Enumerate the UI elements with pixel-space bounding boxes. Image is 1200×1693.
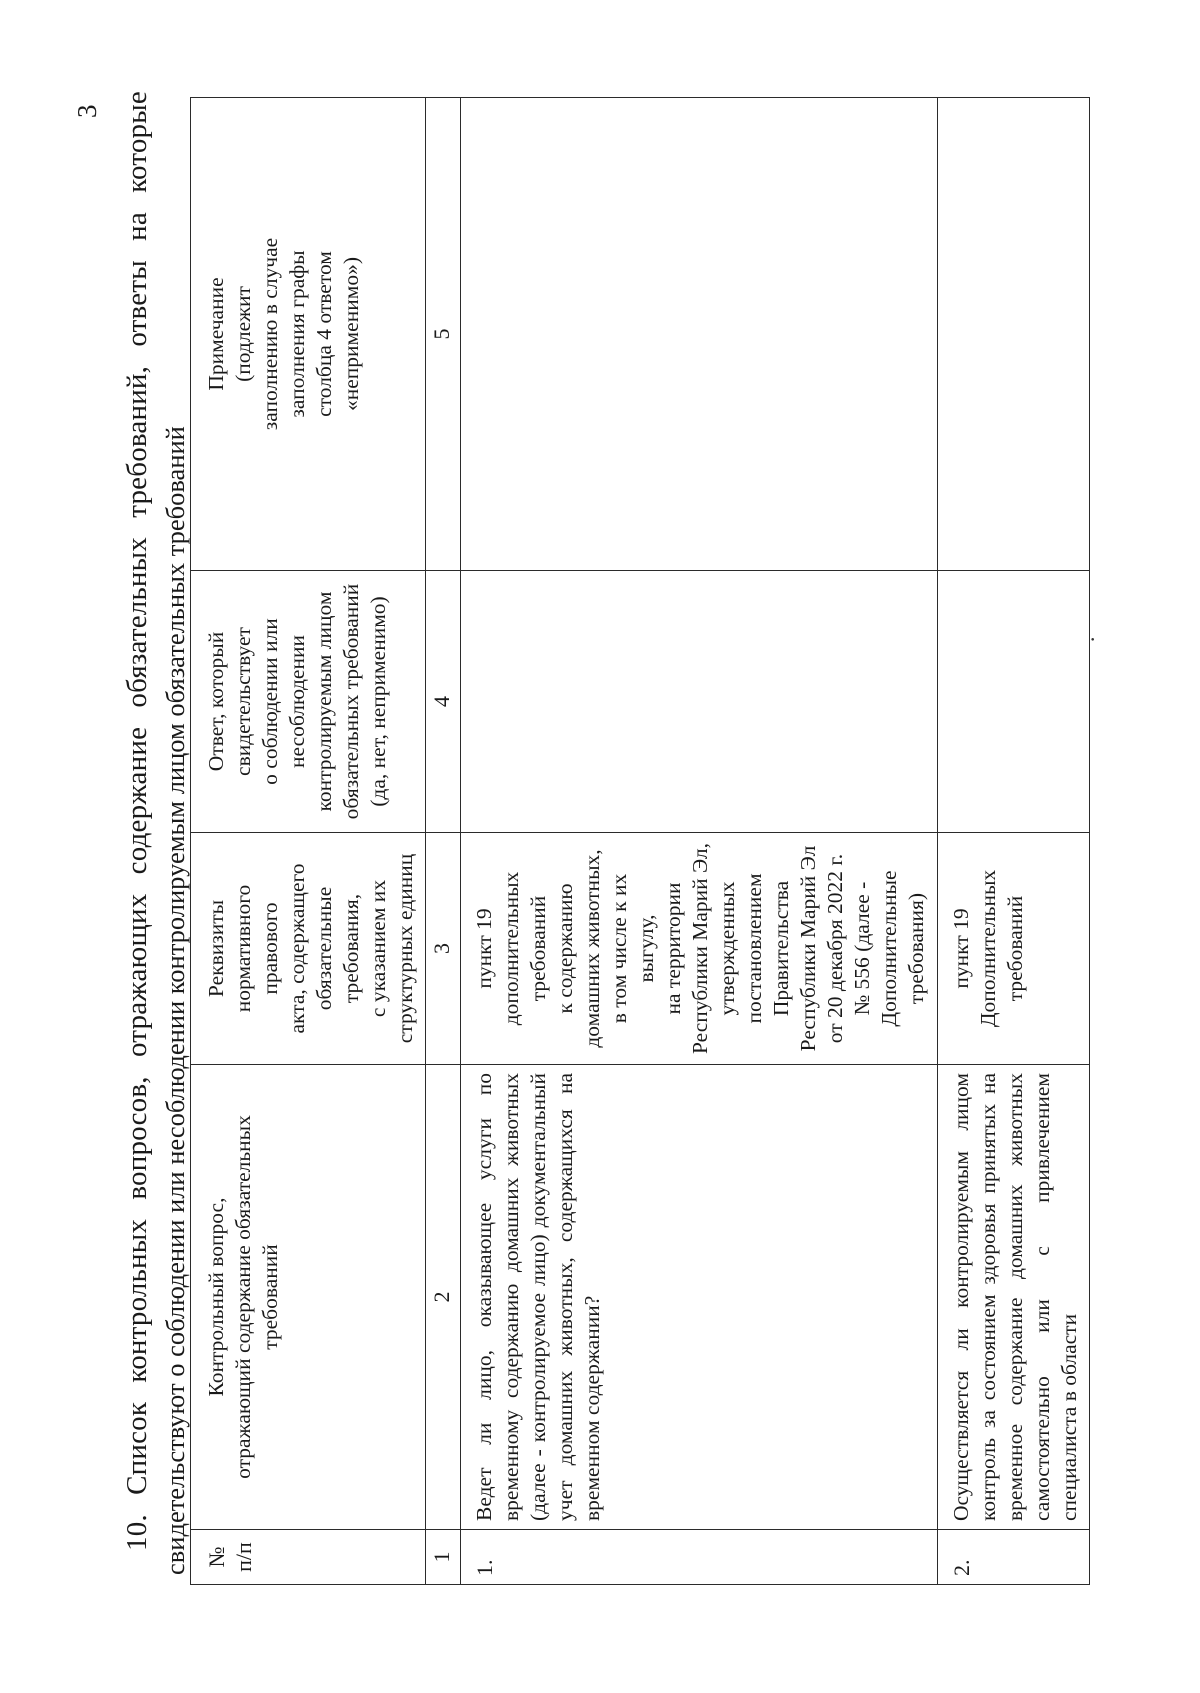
header-requisites: Реквизиты нормативного правового акта, содержащего обязательные требования, с указанием их структурных единиц [191,833,426,1065]
header-question: Контрольный вопрос, отражающий содержание обязательных требований [191,1065,426,1530]
row-question: Ведет ли лицо, оказывающее услуги по временному содержанию домашних животных (далее - контролируемое лицо) документальный учет домашних животных, содержащихся на временном содержании? [461,1065,938,1530]
row-requisites: пункт 19 Дополнительных требований [938,833,1090,1065]
checklist-table [190,97,1090,1585]
column-number: 2 [426,1065,461,1530]
row-note [461,98,938,571]
column-number: 4 [426,571,461,833]
row-number: 2. [938,1530,1090,1585]
row-answer [461,571,938,833]
column-number-row [426,98,461,1585]
row-number: 1. [461,1530,938,1585]
section-heading: 10. Список контрольных вопросов, отражающих содержание обязательных требований, ответы на которые [121,91,153,1551]
header-number: № п/п [191,1530,426,1585]
table-row [938,98,1090,1585]
table-row [461,98,938,1585]
column-number: 5 [426,98,461,571]
row-answer [938,571,1090,833]
column-number: 3 [426,833,461,1065]
row-note [938,98,1090,571]
column-number: 1 [426,1530,461,1585]
page-number: 3 [72,104,102,118]
row-requisites: пункт 19 дополнительных требований к содержанию домашних животных, в том числе к их выгулу, на территории Республики Марий Эл, утвержденных постановлением Правительства Республики Марий Эл от 20 декабря 2022 г. № 556 (далее - Дополнительные требования) [461,833,938,1065]
table-header-row [191,98,426,1585]
scan-speck: · [1080,635,1105,643]
section-heading-continuation: свидетельствуют о соблюдении или несоблюдении контролируемым лицом обязательных требований [160,426,190,1575]
header-note: Примечание (подлежит заполнению в случае заполнения графы столбца 4 ответом «неприменимо») [191,98,426,571]
header-answer: Ответ, который свидетельствует о соблюдении или несоблюдении контролируемым лицом обязательных требований (да, нет, неприменимо) [191,571,426,833]
row-question: Осуществляется ли контролируемым лицом контроль за состоянием здоровья принятых на временное содержание домашних животных самостоятельно или с привлечением специалиста в области [938,1065,1090,1530]
